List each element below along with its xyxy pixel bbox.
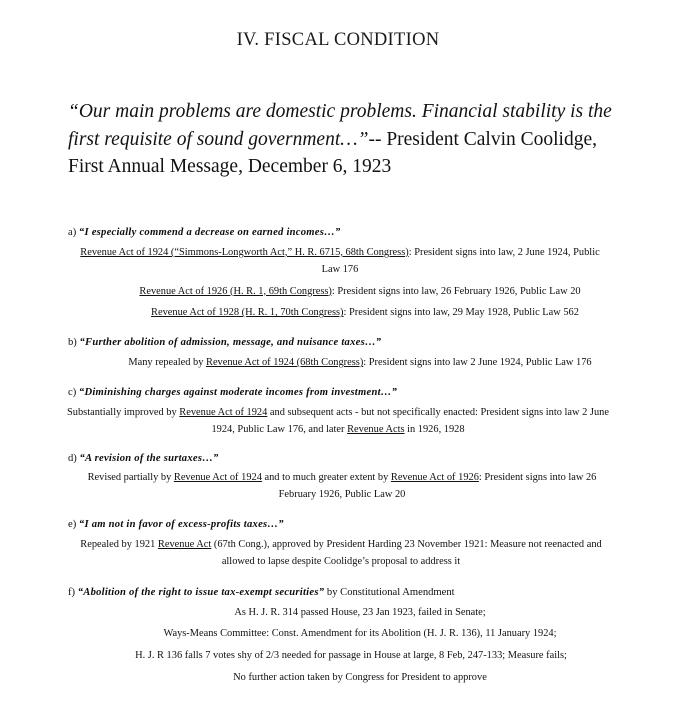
list-item bbox=[0, 225, 676, 322]
item-quote-b: “Further abolition of admission, message, and nuisance taxes…” bbox=[79, 337, 382, 349]
item-detail-line bbox=[120, 305, 610, 322]
item-detail-line bbox=[72, 470, 612, 504]
item-letter-f: f) bbox=[68, 586, 76, 598]
item-detail-line bbox=[70, 537, 612, 571]
item-heading-e bbox=[0, 517, 676, 533]
detail-text: : President signs into law 2 June 1924, Public Law 176 bbox=[363, 357, 592, 369]
item-heading-a bbox=[0, 225, 676, 241]
item-heading-d bbox=[0, 451, 676, 467]
act-reference: Revenue Act of 1926 (H. R. 1, 69th Congress) bbox=[139, 285, 332, 297]
act-reference: Revenue Act of 1924 bbox=[179, 406, 268, 418]
epigraph-attribution: -- President Calvin Coolidge, First Annual Message, December 6, 1923 bbox=[68, 128, 598, 178]
act-reference: Revenue Act of 1924 (68th Congress) bbox=[206, 357, 364, 369]
item-letter-c: c) bbox=[68, 387, 77, 398]
item-detail-line bbox=[64, 405, 612, 439]
item-detail-line: H. J. R 136 falls 7 votes shy of 2/3 needed for passage in House at large, 8 Feb, 247-133; Measure fails; bbox=[135, 650, 567, 662]
act-reference: Revenue Act of 1928 (H. R. 1, 70th Congress) bbox=[151, 307, 344, 319]
act-reference: Revenue Act of 1924 bbox=[173, 472, 262, 484]
detail-text: : President signs into law, 2 June 1924, Public Law 176 bbox=[321, 246, 600, 275]
detail-text: and subsequent acts - but not specifically enacted: President signs into law 2 June 1924, Public Law 176, and later bbox=[211, 406, 609, 435]
item-quote-f: “Abolition of the right to issue tax-exempt securities” bbox=[77, 586, 325, 598]
list-item bbox=[0, 517, 676, 571]
item-letter-a: a) bbox=[68, 227, 77, 238]
detail-text: : President signs into law, 26 February 1926, Public Law 20 bbox=[331, 285, 581, 297]
item-detail-line bbox=[110, 284, 610, 301]
detail-text: and to much greater extent by bbox=[261, 472, 391, 484]
act-reference-secondary: Revenue Act of 1926 bbox=[390, 472, 479, 484]
list-item bbox=[0, 335, 676, 372]
item-letter-b: b) bbox=[68, 337, 77, 349]
item-detail-line: Ways-Means Committee: Const. Amendment for its Abolition (H. J. R. 136), 11 January 1924; bbox=[163, 628, 557, 640]
item-quote-a: “I especially commend a decrease on earned incomes…” bbox=[78, 227, 341, 238]
item-quote-e: “I am not in favor of excess-profits taxes…” bbox=[78, 519, 284, 531]
fiscal-items-list bbox=[0, 225, 676, 694]
page-title: IV. FISCAL CONDITION bbox=[236, 30, 440, 50]
item-detail-line bbox=[70, 245, 610, 279]
epigraph-quote: “Our main problems are domestic problems. Financial stability is the first requisite of sound government…” bbox=[68, 101, 612, 150]
detail-prefix: Many repealed by bbox=[128, 357, 207, 369]
detail-prefix: Revised partially by bbox=[87, 472, 174, 484]
item-detail-line: As H. J. R. 314 passed House, 23 Jan 1923, failed in Senate; bbox=[234, 606, 486, 618]
detail-text: : President signs into law, 29 May 1928, Public Law 562 bbox=[343, 307, 579, 319]
act-reference: Revenue Act bbox=[157, 539, 212, 551]
detail-text-secondary: : President signs into law 26 February 1926, Public Law 20 bbox=[278, 472, 597, 501]
detail-text: (67th Cong.), approved by President Harding 23 November 1921: Measure not reenacted and allowed to lapse despite Coolidge’s proposal to address it bbox=[211, 539, 602, 567]
item-heading-b bbox=[0, 335, 676, 351]
item-letter-d: d) bbox=[68, 452, 77, 464]
list-item bbox=[0, 585, 676, 687]
item-heading-c bbox=[0, 385, 676, 401]
item-quote-d: “A revision of the surtaxes…” bbox=[79, 452, 219, 464]
item-heading-f bbox=[0, 585, 676, 601]
act-reference: Revenue Act of 1924 (“Simmons-Longworth Act,” H. R. 6715, 68th Congress) bbox=[80, 246, 409, 258]
item-detail-line: No further action taken by Congress for President to approve bbox=[233, 672, 487, 684]
act-reference-secondary: Revenue Acts bbox=[347, 423, 405, 435]
detail-prefix: Repealed by 1921 bbox=[80, 539, 158, 551]
item-tail-f: by Constitutional Amendment bbox=[324, 586, 455, 598]
item-quote-c: “Diminishing charges against moderate incomes from investment…” bbox=[78, 387, 398, 398]
list-item bbox=[0, 385, 676, 439]
item-detail-line bbox=[105, 355, 615, 372]
detail-prefix: Substantially improved by bbox=[67, 406, 180, 418]
list-item bbox=[0, 451, 676, 505]
item-letter-e: e) bbox=[68, 519, 77, 531]
detail-text-secondary: in 1926, 1928 bbox=[404, 423, 465, 435]
epigraph bbox=[68, 98, 613, 181]
